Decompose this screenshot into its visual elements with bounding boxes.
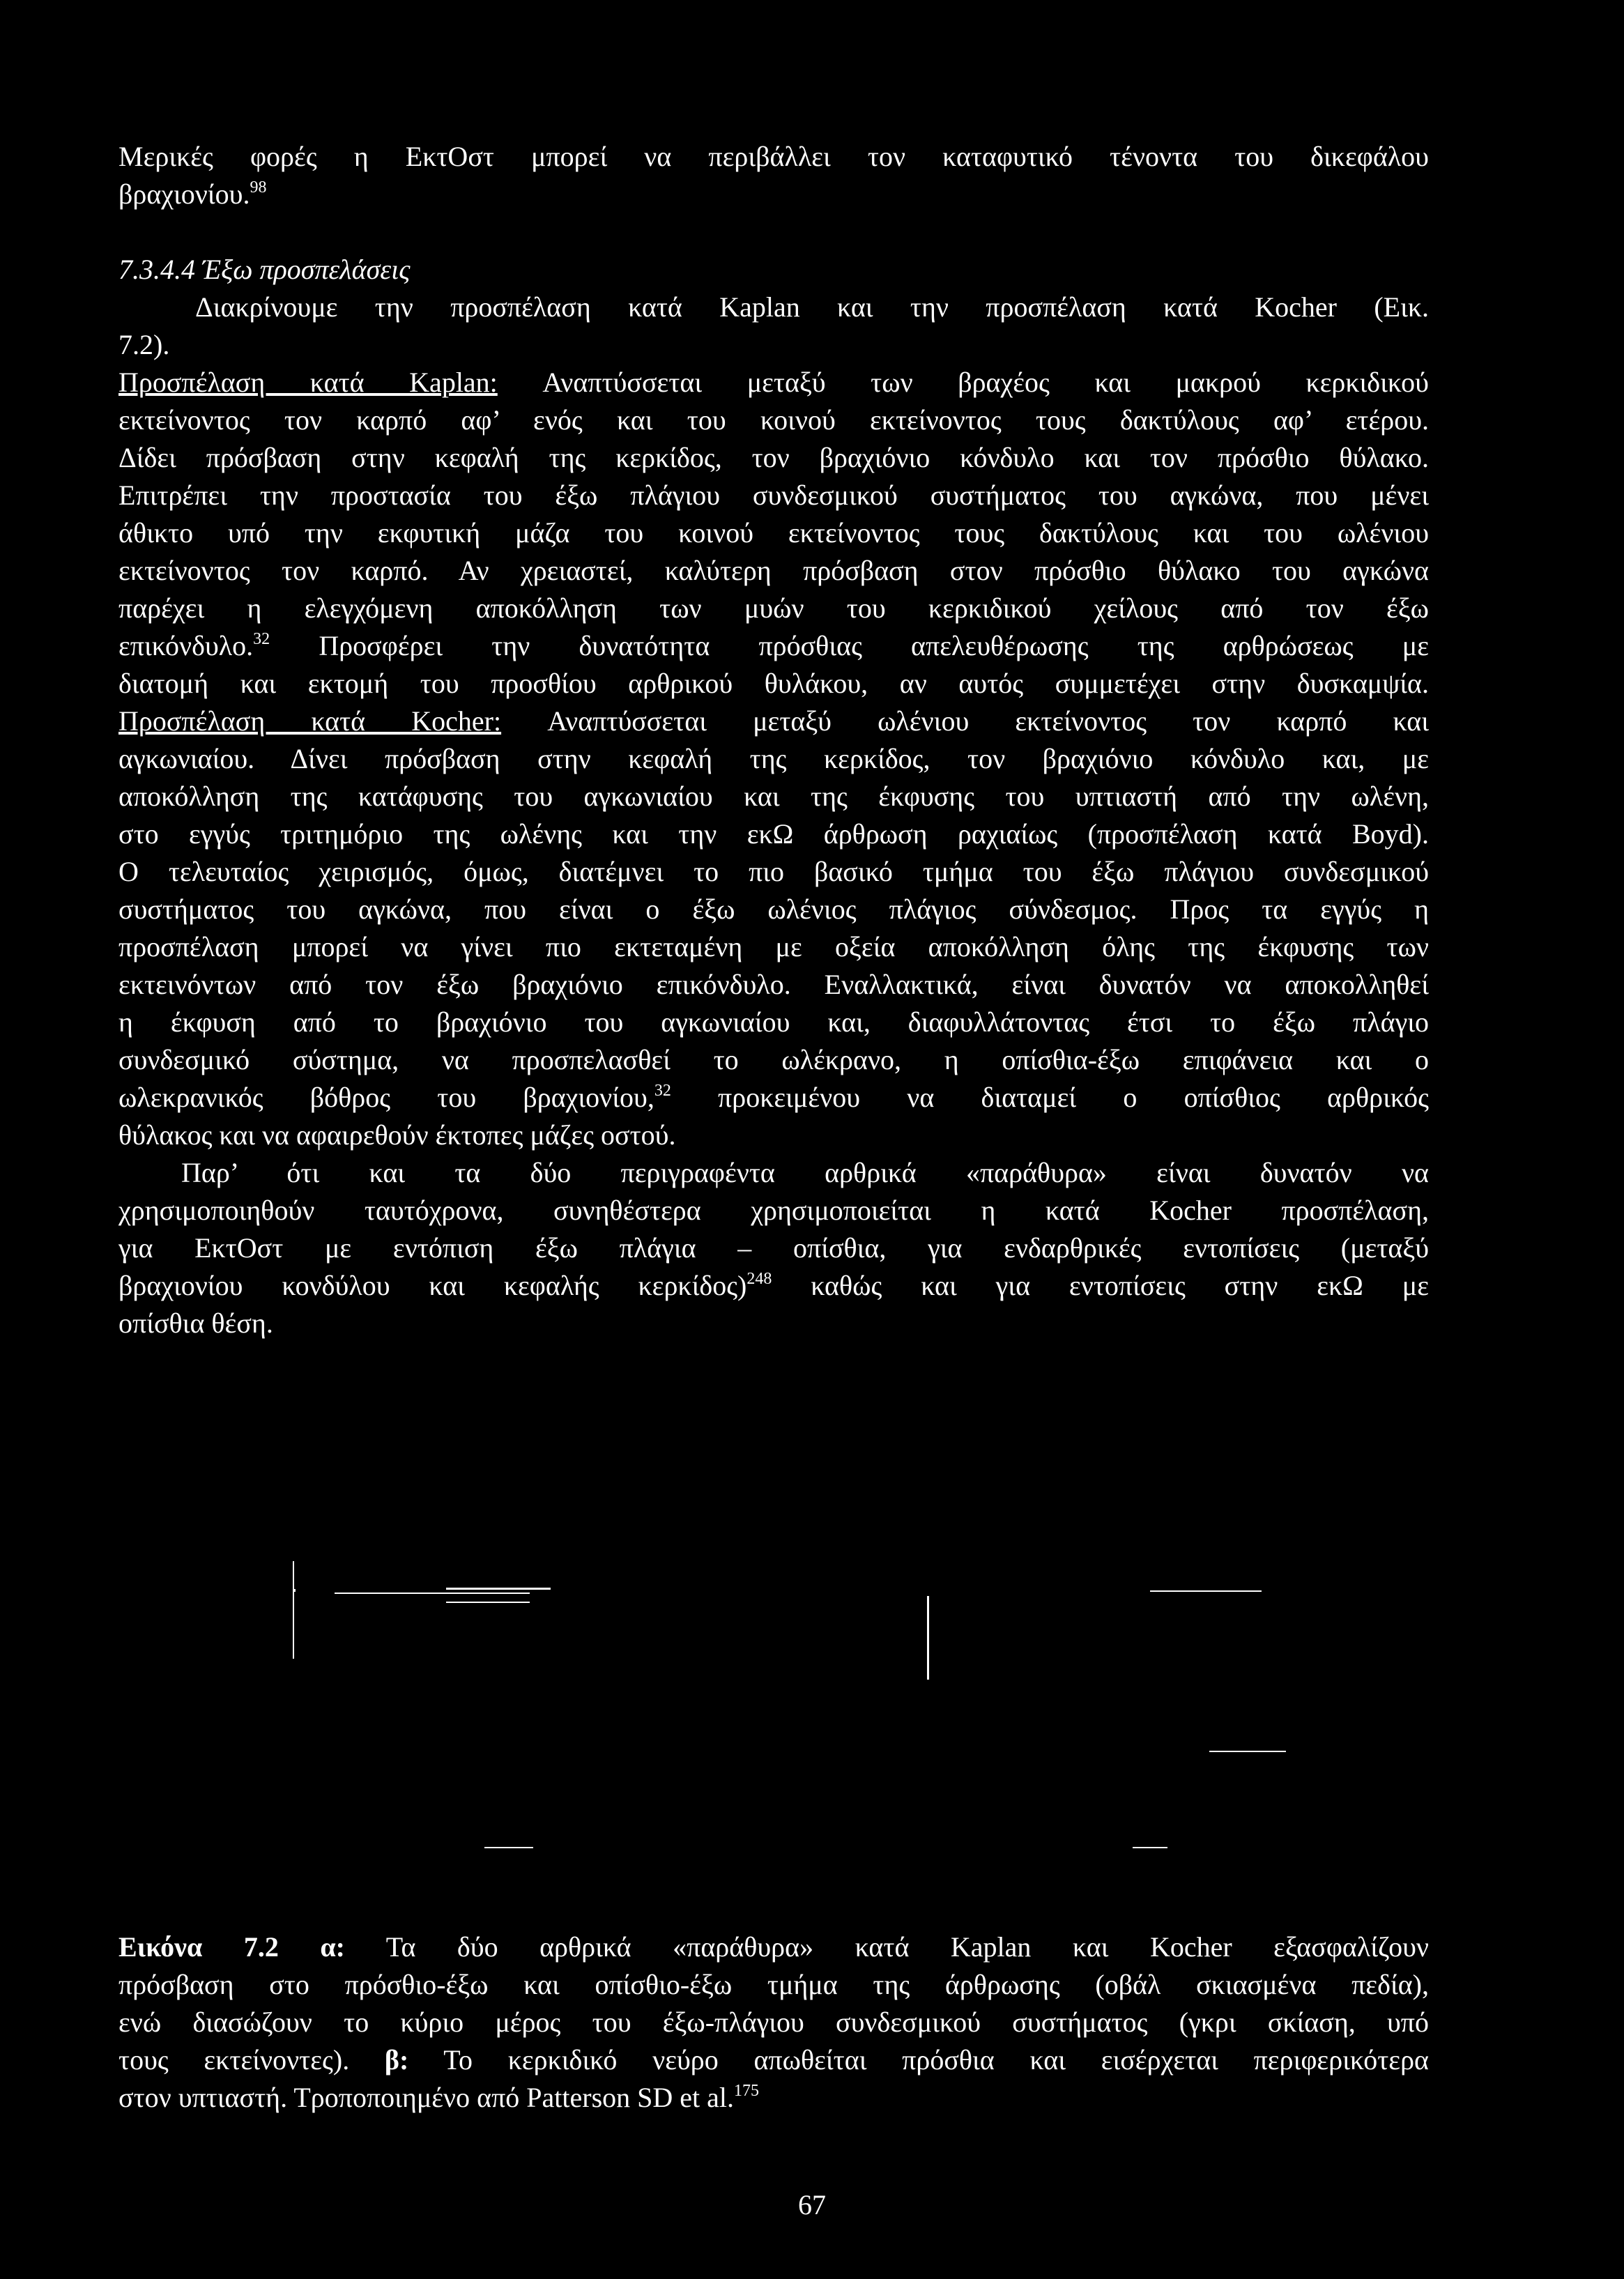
text-line: πρόσβαση στο πρόσθιο-έξω και οπίσθιο-έξω τμήμα της άρθρωσης (οβάλ σκιασμένα πεδία), <box>118 1969 1429 2000</box>
text-line <box>118 1079 1429 1117</box>
text-line: εκτείνοντος τον καρπό. Αν χρειαστεί, καλύτερη πρόσβαση στον πρόσθιο θύλακο του αγκώνα <box>118 555 1429 586</box>
approaches-paragraph <box>118 364 1429 1342</box>
text-fragment: τους εκτείνοντες). <box>118 2044 385 2075</box>
text-line: αγκωνιαίου. Δίνει πρόσβαση στην κεφαλή της κερκίδος, τον βραχιόνιο κόνδυλο και, με <box>118 743 1429 774</box>
section-heading: 7.3.4.4 Έξω προσπελάσεις <box>118 254 411 285</box>
text-line: Επιτρέπει την προστασία του έξω πλάγιου συνδεσμικού συστήματος του αγκώνα, που μένει <box>118 479 1429 511</box>
text-fragment: Το κερκιδικό νεύρο απωθείται πρόσθια και εισέρχεται περιφερικότερα <box>408 2044 1429 2075</box>
text-line <box>118 176 1429 213</box>
text-fragment: βραχιονίου. <box>118 178 250 210</box>
text-line: παρέχει η ελεγχόμενη αποκόλληση των μυών του κερκιδικού χείλους από τον έξω <box>118 592 1429 624</box>
text-line: στο εγγύς τριτημόριο της ωλένης και την εκΩ άρθρωση ραχιαίως (προσπέλαση κατά Boyd). <box>118 818 1429 850</box>
text-line: Μερικές φορές η ΕκτΟστ μπορεί να περιβάλλει τον καταφυτικό τένοντα του δικεφάλου <box>118 141 1429 172</box>
figure-caption <box>118 1928 1429 2117</box>
text-line: 7.2). <box>118 329 170 360</box>
caption-panel-a-label: α: <box>278 1931 345 1963</box>
reference-superscript: 248 <box>746 1269 772 1288</box>
text-line <box>118 1267 1429 1305</box>
text-line: συστήματος του αγκώνα, που είναι ο έξω ωλένιος πλάγιος σύνδεσμος. Προς τα εγγύς η <box>118 893 1429 925</box>
section-7-3-4-4 <box>118 251 1429 364</box>
figure-line <box>335 1593 530 1594</box>
text-line: χρησιμοποιηθούν ταυτόχρονα, συνηθέστερα χρησιμοποιείται η κατά Kocher προσπέλαση, <box>118 1195 1429 1226</box>
text-fragment: επικόνδυλο. <box>118 630 254 661</box>
reference-superscript: 98 <box>250 178 267 197</box>
text-fragment: ωλεκρανικός βόθρος του βραχιονίου, <box>118 1082 654 1113</box>
text-fragment: Αναπτύσσεται μεταξύ ωλένιου εκτείνοντος τον καρπό και <box>501 705 1430 737</box>
figure-line <box>293 1561 294 1659</box>
reference-superscript: 175 <box>734 2081 760 2100</box>
caption-panel-b-label: β: <box>384 2044 409 2075</box>
text-line <box>118 703 1429 740</box>
text-line: οπίσθια θέση. <box>118 1307 273 1339</box>
text-line <box>118 2079 1429 2117</box>
figure-line <box>484 1847 533 1848</box>
text-fragment: Προσφέρει την δυνατότητα πρόσθιας απελευθέρωσης της αρθρώσεως με <box>270 630 1429 661</box>
figure-line <box>293 1589 296 1592</box>
text-line: εκτείνοντος τον καρπό αφ’ ενός και του κοινού εκτείνοντος τους δακτύλους αφ’ ετέρου. <box>118 404 1429 436</box>
kocher-approach-label: Προσπέλαση κατά Kocher: <box>118 705 502 737</box>
intro-paragraph <box>118 138 1429 213</box>
text-line: θύλακος και να αφαιρεθούν έκτοπες μάζες οστού. <box>118 1119 676 1151</box>
text-line <box>118 364 1429 401</box>
text-fragment: στον υπτιαστή. Τροποποιημένο από Patterson SD et al. <box>118 2082 735 2113</box>
text-line: Ο τελευταίος χειρισμός, όμως, διατέμνει το πιο βασικό τμήμα του έξω πλάγιου συνδεσμικού <box>118 856 1429 887</box>
kaplan-approach-label: Προσπέλαση κατά Kaplan: <box>118 367 498 398</box>
text-line: άθικτο υπό την εκφυτική μάζα του κοινού εκτείνοντος τους δακτύλους και του ωλένιου <box>118 517 1429 548</box>
text-fragment: Τα δύο αρθρικά «παράθυρα» κατά Kaplan και Kocher εξασφαλίζουν <box>345 1931 1429 1963</box>
figure-line <box>927 1596 929 1680</box>
text-line: συνδεσμικό σύστημα, να προσπελασθεί το ωλέκρανο, η οπίσθια-έξω επιφάνεια και ο <box>118 1044 1429 1075</box>
reference-superscript: 32 <box>253 629 270 648</box>
figure-line <box>446 1588 551 1590</box>
reference-superscript: 32 <box>654 1081 671 1100</box>
figure-line <box>446 1602 530 1603</box>
text-line: εκτεινόντων από τον έξω βραχιόνιο επικόνδυλο. Εναλλακτικά, είναι δυνατόν να αποκολληθεί <box>118 969 1429 1000</box>
text-line: διατομή και εκτομή του προσθίου αρθρικού θυλάκου, αν αυτός συμμετέχει στην δυσκαμψία. <box>118 668 1429 699</box>
text-line: η έκφυση από το βραχιόνιο του αγκωνιαίου και, διαφυλλάτοντας έτσι το έξω πλάγιο <box>118 1006 1429 1038</box>
figure-line <box>1133 1847 1167 1848</box>
text-line: για ΕκτΟστ με εντόπιση έξω πλάγια – οπίσθια, για ενδαρθρικές εντοπίσεις (μεταξύ <box>118 1232 1429 1264</box>
text-line: Παρ’ ότι και τα δύο περιγραφέντα αρθρικά «παράθυρα» είναι δυνατόν να <box>181 1157 1429 1188</box>
text-line: προσπέλαση μπορεί να γίνει πιο εκτεταμένη με οξεία αποκόλληση όλης της έκφυσης των <box>118 931 1429 962</box>
text-line: Δίδει πρόσβαση στην κεφαλή της κερκίδος, τον βραχιόνιο κόνδυλο και τον πρόσθιο θύλακο. <box>118 442 1429 473</box>
text-fragment: προκειμένου να διαταμεί ο οπίσθιος αρθρικός <box>671 1082 1429 1113</box>
text-line: ενώ διασώζουν το κύριο μέρος του έξω-πλάγιου συνδεσμικού συστήματος (γκρι σκίαση, υπό <box>118 2006 1429 2038</box>
text-line: αποκόλληση της κατάφυσης του αγκωνιαίου και της έκφυσης του υπτιαστή από την ωλένη, <box>118 781 1429 812</box>
text-line <box>118 1928 1429 1966</box>
text-line <box>118 2041 1429 2079</box>
text-fragment: Αναπτύσσεται μεταξύ των βραχέος και μακρού κερκιδικού <box>497 367 1429 398</box>
page-number: 67 <box>798 2189 826 2220</box>
text-fragment: βραχιονίου κονδύλου και κεφαλής κερκίδος) <box>118 1270 747 1301</box>
text-line: Διακρίνουμε την προσπέλαση κατά Kaplan και την προσπέλαση κατά Kocher (Εικ. <box>195 291 1429 323</box>
text-line <box>118 627 1429 665</box>
caption-label: Εικόνα 7.2 <box>118 1931 279 1963</box>
text-fragment: καθώς και για εντοπίσεις στην εκΩ με <box>772 1270 1429 1301</box>
figure-line <box>1209 1751 1286 1752</box>
figure-line <box>1150 1590 1262 1592</box>
